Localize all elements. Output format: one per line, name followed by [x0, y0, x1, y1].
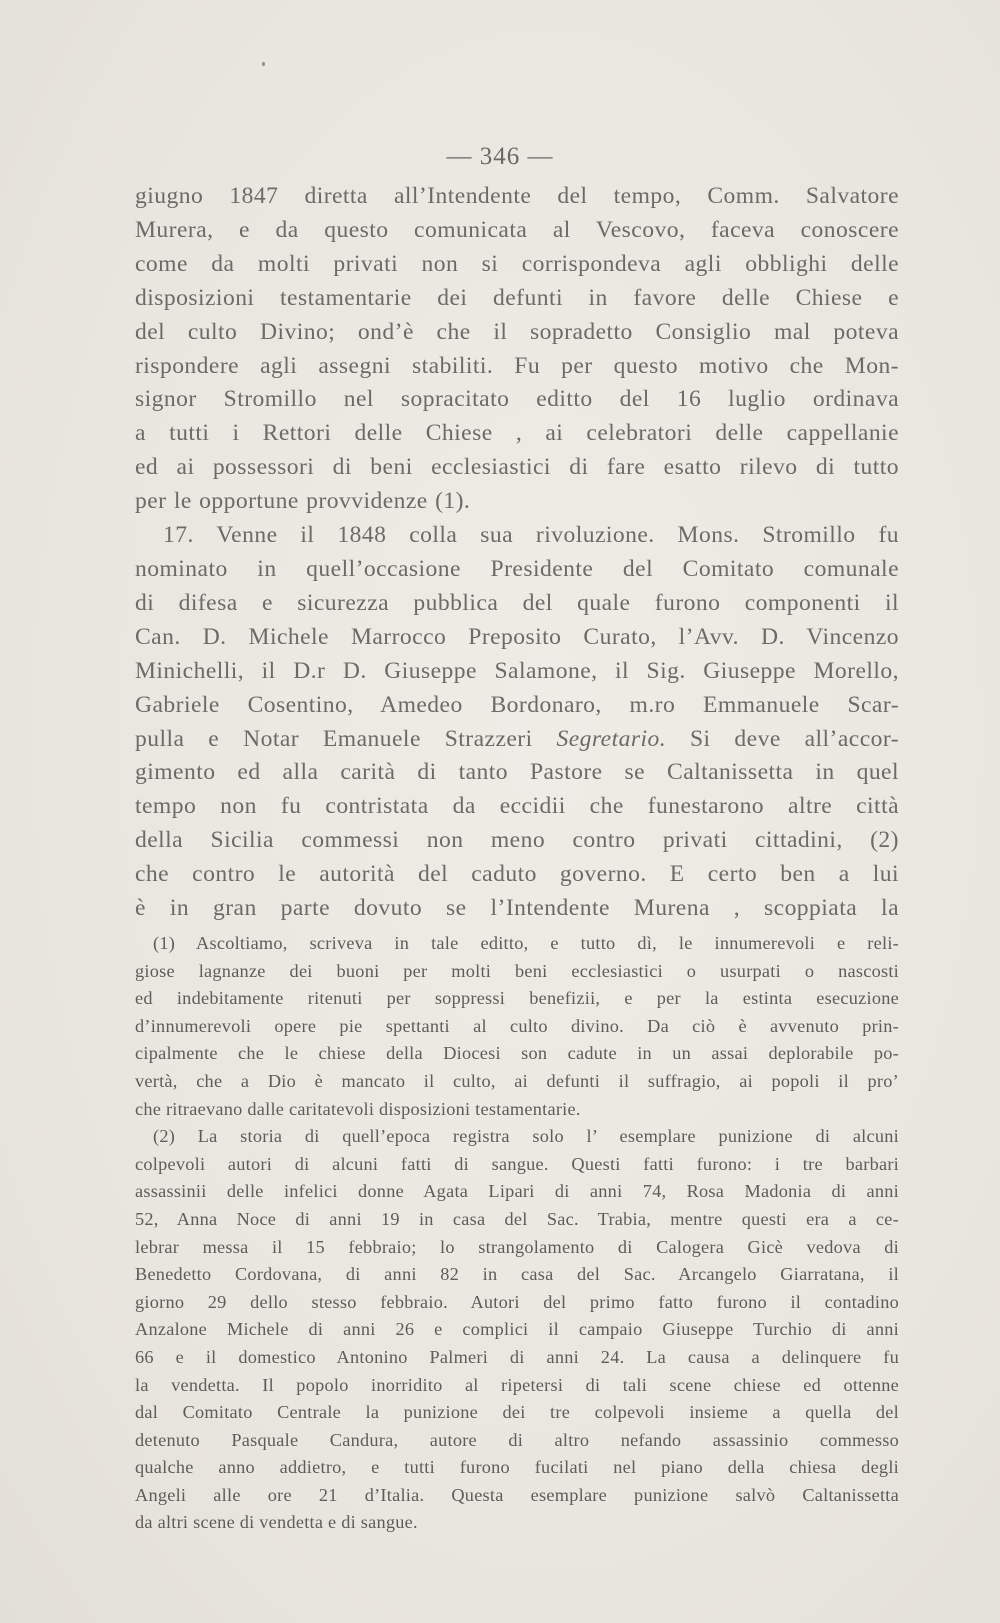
footnote-line: (1) Ascoltiamo, scriveva in tale editto, e tutto dì, le innumerevoli e reli-	[153, 933, 899, 953]
text-line: della Sicilia commessi non meno contro privati cittadini, (2)	[135, 827, 899, 854]
text-line-with-italic	[135, 723, 899, 757]
footnote-line: vertà, che a Dio è mancato il culto, ai defunti il suffragio, ai popoli il pro’	[135, 1070, 899, 1091]
text-line: Can. D. Michele Marrocco Preposito Curato, l’Avv. D. Vincenzo	[135, 623, 899, 650]
text-line: come da molti privati non si corrispondeva agli obblighi delle	[135, 250, 899, 277]
footnote-line: detenuto Pasquale Candura, autore di altro nefando assassinio commesso	[135, 1429, 899, 1450]
footnotes	[135, 930, 899, 1537]
footnote-line: giose lagnanze dei buoni per molti beni ecclesiastici o usurpati o nascosti	[135, 960, 899, 981]
text-line: di difesa e sicurezza pubblica del quale furono componenti il	[135, 589, 899, 616]
text-segment: pulla e Notar Emanuele Strazzeri	[135, 725, 557, 752]
secretary-title-italic: Segretario.	[556, 725, 667, 752]
footnote-line: d’innumerevoli opere pie spettanti al culto divino. Da ciò è avvenuto prin-	[135, 1015, 899, 1036]
footnote-line: Benedetto Cordovana, di anni 82 in casa del Sac. Arcangelo Giarratana, il	[135, 1264, 899, 1285]
footnote-line: dal Comitato Centrale la punizione dei tre colpevoli insieme a quella del	[135, 1402, 899, 1423]
footnote-2	[135, 1123, 899, 1537]
text-line: per le opportune provvidenze (1).	[135, 488, 471, 515]
text-line: Gabriele Cosentino, Amedeo Bordonaro, m.ro Emmanuele Scar-	[135, 691, 899, 718]
main-text	[135, 180, 899, 926]
text-line: gimento ed alla carità di tanto Pastore se Caltanissetta in quel	[135, 759, 899, 786]
paragraph-start-line: 17. Venne il 1848 colla sua rivoluzione. Mons. Stromillo fu	[163, 522, 899, 549]
footnote-line: (2) La storia di quell’epoca registra solo l’ esemplare punizione di alcuni	[153, 1126, 899, 1147]
text-line: a tutti i Rettori delle Chiese , ai celebratori delle cappellanie	[135, 420, 899, 447]
footnote-line: 52, Anna Noce di anni 19 in casa del Sac. Trabia, mentre questi era a ce-	[135, 1208, 899, 1229]
footnote-line: cipalmente che le chiese della Diocesi son cadute in un assai deplorabile po-	[135, 1043, 899, 1064]
text-line: nominato in quell’occasione Presidente del Comitato comunale	[135, 555, 899, 582]
text-line: tempo non fu contristata da eccidii che funestarono altre città	[135, 793, 899, 820]
text-line: rispondere agli assegni stabiliti. Fu per questo motivo che Mon-	[135, 352, 899, 379]
text-segment: Si deve all’accor-	[666, 725, 900, 752]
footnote-line: Anzalone Michele di anni 26 e complici il campaio Giuseppe Turchio di anni	[135, 1319, 899, 1340]
footnote-1	[135, 930, 899, 1123]
text-line: signor Stromillo nel sopracitato editto del 16 luglio ordinava	[135, 386, 899, 413]
text-line: ed ai possessori di beni ecclesiastici di fare esatto rilevo di tutto	[135, 454, 899, 481]
footnote-line: qualche anno addietro, e tutti furono fucilati nel piano della chiesa degli	[135, 1457, 899, 1478]
text-line: che contro le autorità del caduto governo. E certo ben a lui	[135, 861, 899, 888]
footnote-line: ed indebitamente ritenuti per soppressi benefizii, e per la estinta esecuzione	[135, 988, 899, 1009]
page-number: — 346 —	[446, 143, 554, 170]
footnote-line: la vendetta. Il popolo inorridito al ripetersi di tali scene chiese ed ottenne	[135, 1374, 899, 1395]
text-line: è in gran parte dovuto se l’Intendente Murena , scoppiata la	[135, 895, 899, 922]
footnote-line: lebrar messa il 15 febbraio; lo strangolamento di Calogera Gicè vedova di	[135, 1236, 899, 1257]
paper-speck	[262, 62, 265, 66]
text-line: Minichelli, il D.r D. Giuseppe Salamone, il Sig. Giuseppe Morello,	[135, 657, 899, 684]
text-line: disposizioni testamentarie dei defunti in favore delle Chiese e	[135, 284, 899, 311]
text-line: giugno 1847 diretta all’Intendente del tempo, Comm. Salvatore	[135, 183, 899, 209]
footnote-line: che ritraevano dalle caritatevoli disposizioni testamentarie.	[135, 1098, 581, 1119]
footnote-line: assassinii delle infelici donne Agata Lipari di anni 74, Rosa Madonia di anni	[135, 1181, 899, 1202]
text-line: Murera, e da questo comunicata al Vescovo, faceva conoscere	[135, 216, 899, 243]
footnote-line: colpevoli autori di alcuni fatti di sangue. Questi fatti furono: i tre barbari	[135, 1153, 899, 1174]
footnote-line: da altri scene di vendetta e di sangue.	[135, 1512, 418, 1533]
text-line: del culto Divino; ond’è che il sopradetto Consiglio mal poteva	[135, 318, 899, 345]
footnote-line: giorno 29 dello stesso febbraio. Autori del primo fatto furono il contadino	[135, 1291, 899, 1312]
footnote-line: 66 e il domestico Antonino Palmeri di anni 24. La causa a delinquere fu	[135, 1346, 899, 1367]
footnote-line: Angeli alle ore 21 d’Italia. Questa esemplare punizione salvò Caltanissetta	[135, 1484, 899, 1505]
